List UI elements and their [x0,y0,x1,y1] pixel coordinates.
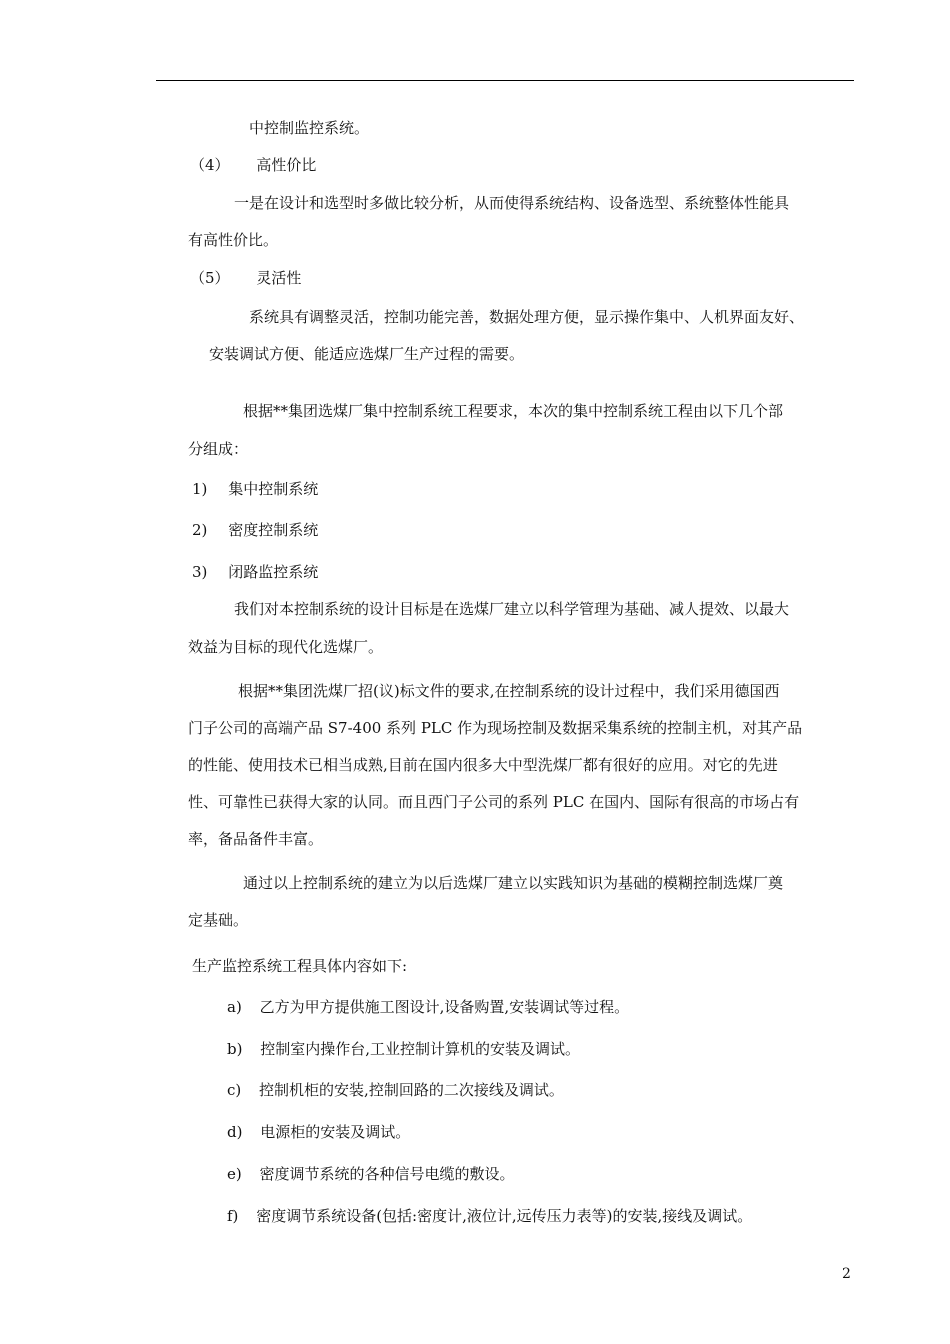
list-text: 集中控制系统 [228,480,319,498]
list-number: b) [227,1040,243,1058]
scope-list-item [227,1039,580,1059]
scope-list-item [227,1164,515,1184]
item5-heading [190,268,301,288]
list-number: 2) [192,521,208,539]
composition-list-item [192,520,318,540]
list-number: d) [227,1123,243,1141]
list-text: 控制机柜的安装,控制回路的二次接线及调试。 [259,1081,564,1099]
plc-line1: 根据**集团洗煤厂招(议)标文件的要求,在控制系统的设计过程中，我们采用德国西 [238,682,780,700]
list-number: f) [227,1207,239,1225]
list-number: a) [227,998,242,1016]
list-number: e) [227,1165,242,1183]
item4-paragraph-line2: 有高性价比。 [188,231,279,249]
composition-list-item [192,562,318,582]
list-number: 1) [192,480,208,498]
header-rule [156,80,854,81]
list-text: 密度控制系统 [228,521,319,539]
item4-heading [190,155,316,175]
item5-title: 灵活性 [256,269,302,287]
scope-list-item [227,1206,752,1226]
item5-paragraph-line1: 系统具有调整灵活，控制功能完善，数据处理方便，显示操作集中、人机界面友好、 [249,308,805,326]
goal-line1: 我们对本控制系统的设计目标是在选煤厂建立以科学管理为基础、减人提效、以最大 [234,600,790,618]
list-text: 密度调节系统设备(包括:密度计,液位计,远传压力表等)的安装,接线及调试。 [256,1207,753,1225]
list-text: 乙方为甲方提供施工图设计,设备购置,安装调试等过程。 [259,998,630,1016]
page-number: 2 [842,1266,851,1282]
scope-list-item [227,1122,410,1142]
list-text: 闭路监控系统 [228,563,319,581]
list-text: 密度调节系统的各种信号电缆的敷设。 [259,1165,515,1183]
composition-line2: 分组成： [188,440,249,458]
plc-line3: 的性能、使用技术已相当成熟,目前在国内很多大中型洗煤厂都有很好的应用。对它的先进 [188,756,778,774]
scope-list-item [227,997,629,1017]
future-line2: 定基础。 [188,911,249,929]
item4-title: 高性价比 [256,156,317,174]
composition-line1: 根据**集团选煤厂集中控制系统工程要求，本次的集中控制系统工程由以下几个部 [243,402,784,420]
plc-line5: 率，备品备件丰富。 [188,830,324,848]
plc-line2: 门子公司的高端产品 S7-400 系列 PLC 作为现场控制及数据采集系统的控制主机，对其产品 [188,719,803,737]
list-text: 电源柜的安装及调试。 [260,1123,411,1141]
item4-number: （4） [190,156,230,174]
future-line1: 通过以上控制系统的建立为以后选煤厂建立以实践知识为基础的模糊控制选煤厂奠 [243,874,784,892]
goal-line2: 效益为目标的现代化选煤厂。 [188,638,384,656]
list-number: c) [227,1081,242,1099]
item4-paragraph-line1: 一是在设计和选型时多做比较分析，从而使得系统结构、设备选型、系统整体性能具 [234,194,790,212]
scope-list-item [227,1080,564,1100]
intro-line: 中控制监控系统。 [249,119,370,137]
list-number: 3) [192,563,208,581]
item5-paragraph-line2: 安装调试方便、能适应选煤厂生产过程的需要。 [209,345,525,363]
item5-number: （5） [190,269,230,287]
list-text: 控制室内操作台,工业控制计算机的安装及调试。 [260,1040,581,1058]
plc-line4: 性、可靠性已获得大家的认同。而且西门子公司的系列 PLC 在国内、国际有很高的市场占有 [188,793,800,811]
scope-heading: 生产监控系统工程具体内容如下: [192,957,408,975]
composition-list-item [192,479,318,499]
